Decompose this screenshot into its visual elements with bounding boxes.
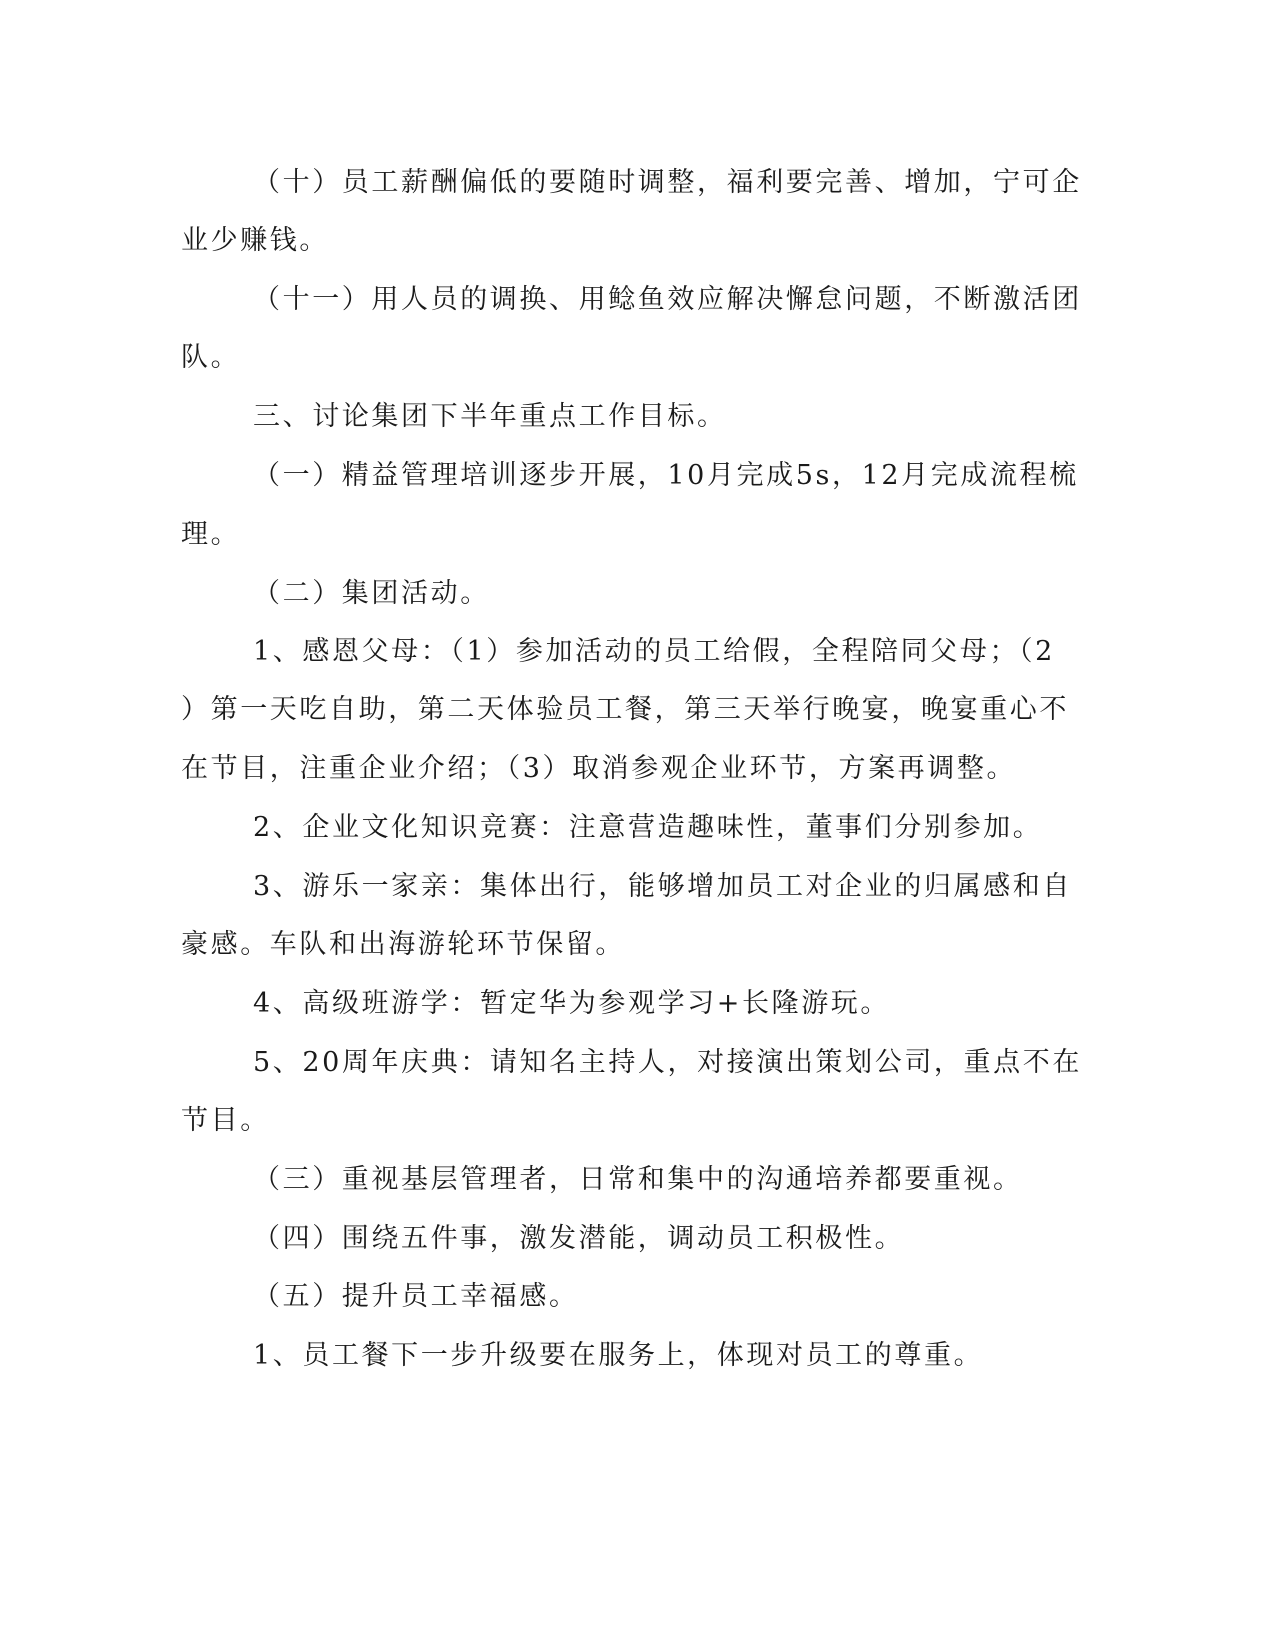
activity-3-line-1: 3、游乐一家亲：集体出行，能够增加员工对企业的归属感和自 <box>253 871 1072 902</box>
item-5-heading: （五）提升员工幸福感。 <box>253 1281 579 1312</box>
activity-3-line-2: 豪感。车队和出海游轮环节保留。 <box>181 929 625 960</box>
activity-1-line-1: 1、感恩父母：（1）参加活动的员工给假，全程陪同父母；（2 <box>253 636 1055 667</box>
item-1-line-2: 理。 <box>181 519 241 550</box>
item-5-point-1: 1、员工餐下一步升级要在服务上，体现对员工的尊重。 <box>253 1340 984 1371</box>
item-1-line-1: （一）精益管理培训逐步开展，10月完成5s，12月完成流程梳 <box>253 460 1079 491</box>
section-3-heading: 三、讨论集团下半年重点工作目标。 <box>253 401 727 432</box>
activity-4: 4、高级班游学：暂定华为参观学习+长隆游玩。 <box>253 988 891 1019</box>
paragraph-11-line-2: 队。 <box>181 342 241 373</box>
activity-2: 2、企业文化知识竞赛：注意营造趣味性，董事们分别参加。 <box>253 812 1043 843</box>
item-4: （四）围绕五件事，激发潜能，调动员工积极性。 <box>253 1223 905 1254</box>
paragraph-10-line-2: 业少赚钱。 <box>181 225 329 256</box>
activity-5-line-2: 节目。 <box>181 1105 270 1136</box>
paragraph-10-line-1: （十）员工薪酬偏低的要随时调整，福利要完善、增加，宁可企 <box>253 167 1082 198</box>
activity-5-line-1: 5、20周年庆典：请知名主持人，对接演出策划公司，重点不在 <box>253 1047 1082 1078</box>
activity-1-line-2: ）第一天吃自助，第二天体验员工餐，第三天举行晚宴，晚宴重心不 <box>181 694 1069 725</box>
item-2-heading: （二）集团活动。 <box>253 578 490 609</box>
paragraph-11-line-1: （十一）用人员的调换、用鲶鱼效应解决懈怠问题，不断激活团 <box>253 284 1082 315</box>
item-3: （三）重视基层管理者，日常和集中的沟通培养都要重视。 <box>253 1164 1023 1195</box>
activity-1-line-3: 在节目，注重企业介绍；（3）取消参观企业环节，方案再调整。 <box>181 753 1017 784</box>
